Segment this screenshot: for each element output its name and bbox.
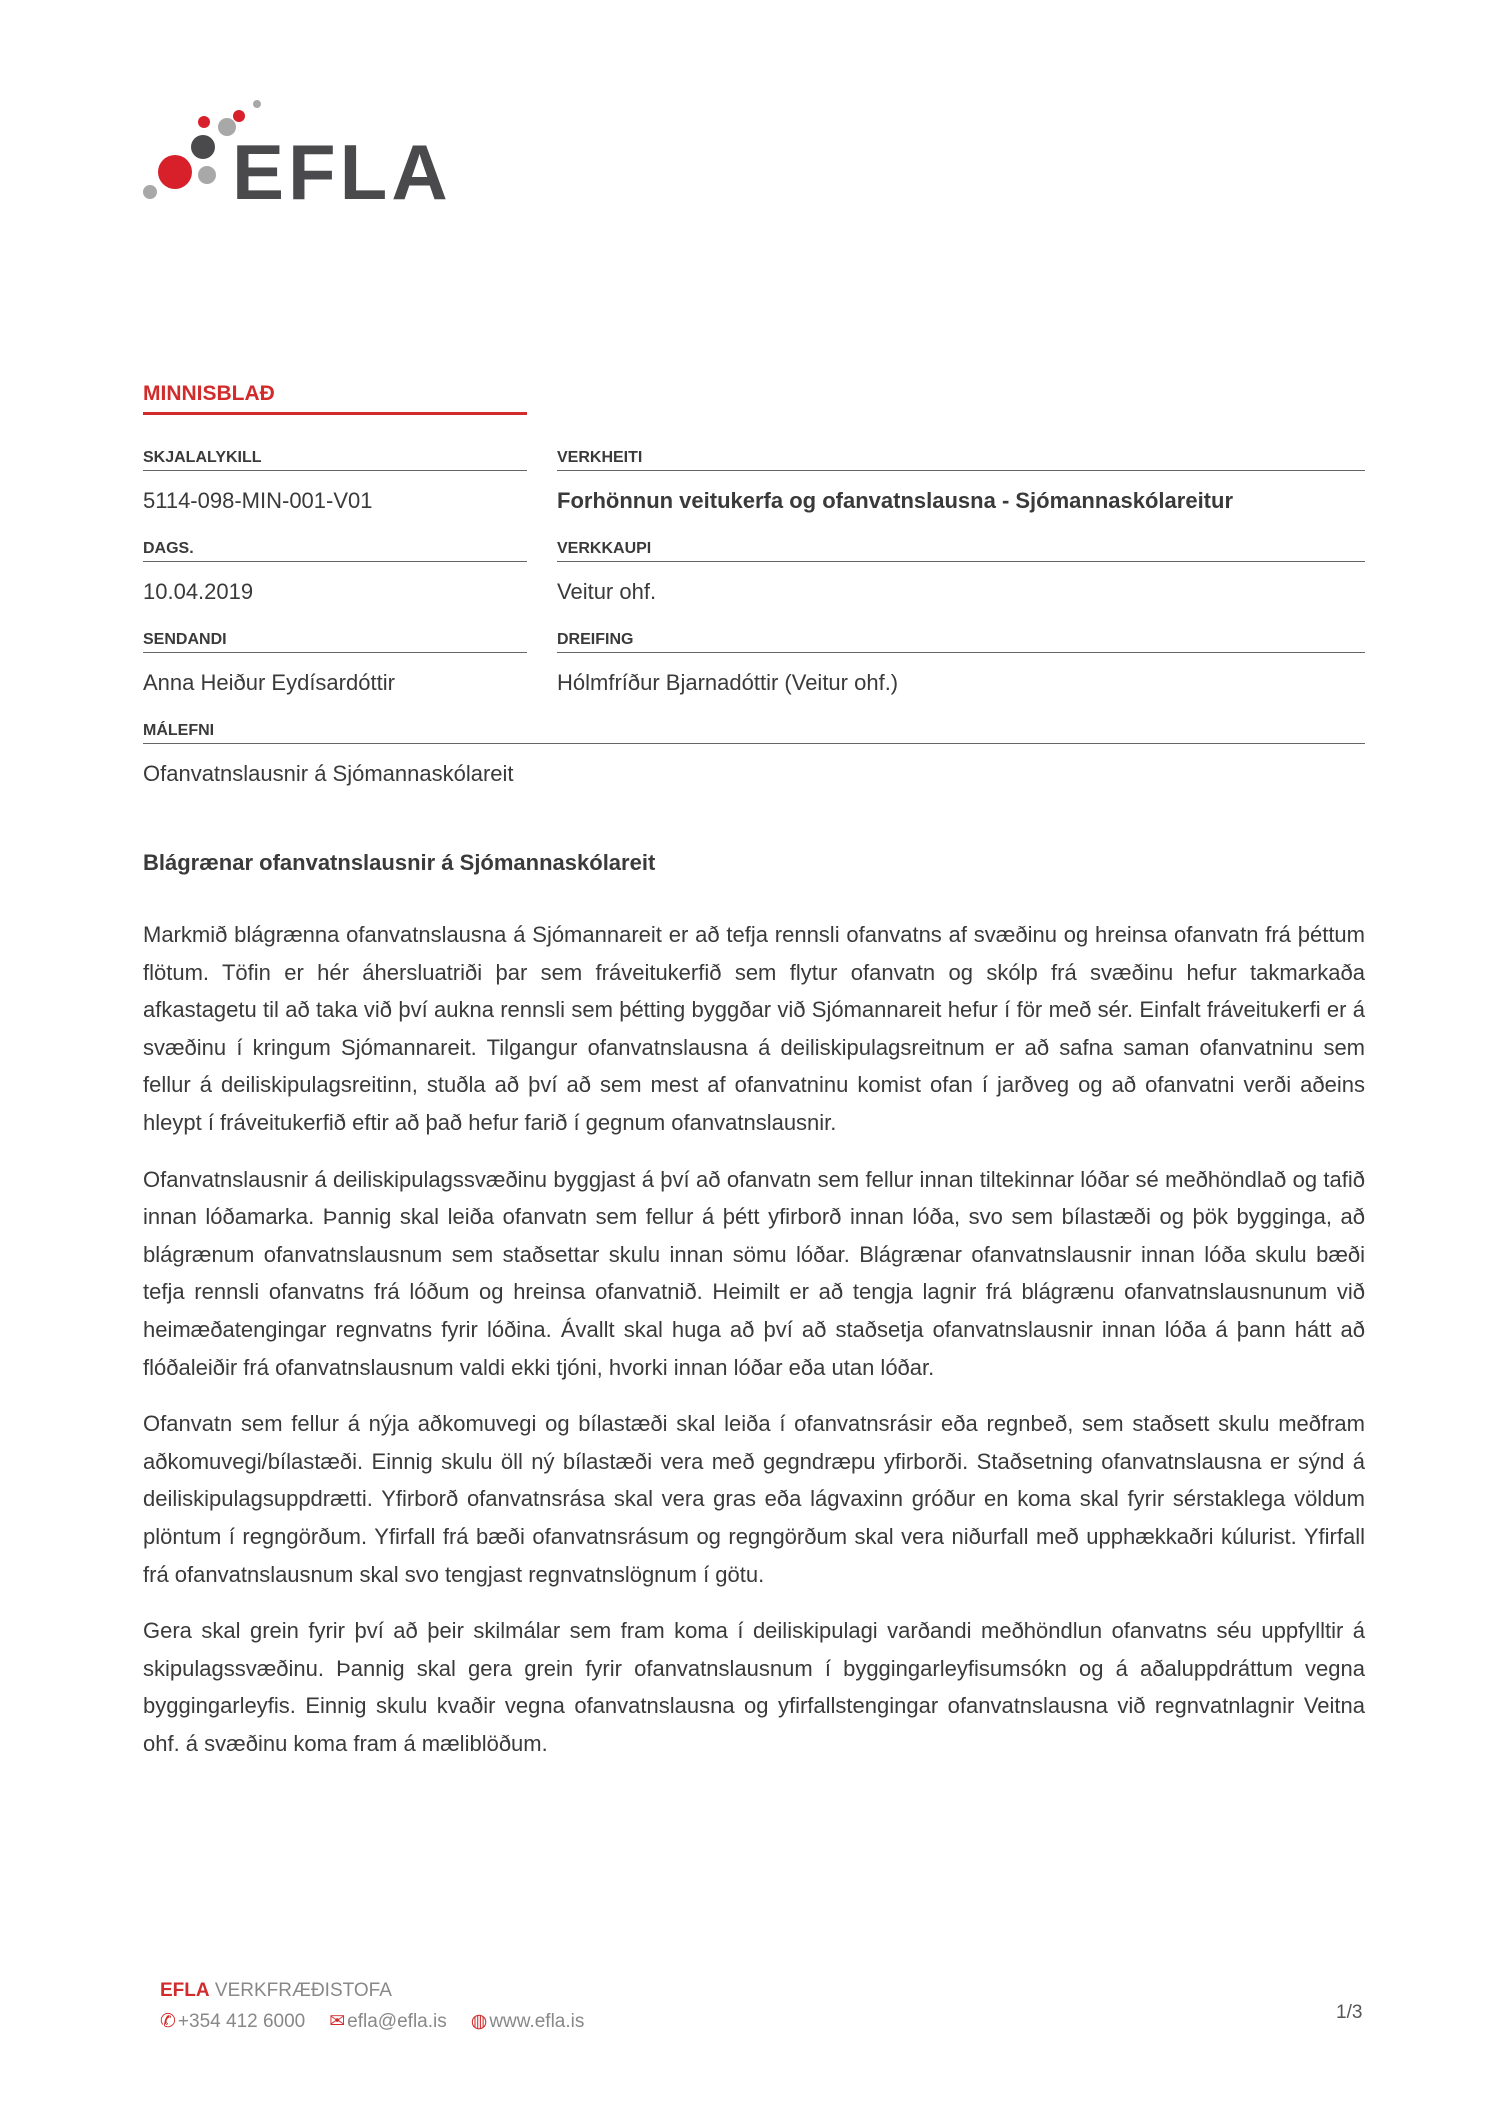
paragraph: Ofanvatn sem fellur á nýja aðkomuvegi og bílastæði skal leiða í ofanvatnsrásir eða regnbeð, sem staðsett skulu meðfram aðkomuvegi/bílastæði. Einnig skulu öll ný bílastæði vera með gegndræpu yfirborði. Staðsetning ofanvatnslausna er sýnd á deiliskipulagsuppdrætti. Yfirborð ofanvatnsrása skal vera gras eða lágvaxinn gróður en koma skal fyrir sérstaklega völdum plöntum í regngörðum. Yfirfall frá bæði ofanvatnsrásum og regngörðum skal vera niðurfall með upphækkaðri kúlurist. Yfirfall frá ofanvatnslausnum skal svo tengjast regnvatnslögnum í götu.: [143, 1411, 1365, 1587]
verkkaupi-label: VERKKAUPI: [557, 540, 1365, 562]
body-text: [143, 916, 1365, 1781]
svg-text:EFLA: EFLA: [232, 128, 452, 205]
efla-logo: [140, 95, 480, 205]
skjalalykill-value: 5114-098-MIN-001-V01: [143, 488, 373, 513]
sendandi-value: Anna Heiður Eydísardóttir: [143, 670, 395, 695]
mail-icon: ✉: [329, 2011, 346, 2032]
malefni-label: MÁLEFNI: [143, 722, 1365, 744]
malefni-value: Ofanvatnslausnir á Sjómannaskólareit: [143, 761, 514, 786]
footer-email[interactable]: [329, 2010, 446, 2033]
footer-contact: [160, 2010, 584, 2033]
paragraph: Markmið blágrænna ofanvatnslausna á Sjómannareit er að tefja rennsli ofanvatns af svæðinu og hreinsa ofanvatn frá þéttum flötum. Töfin er hér áhersluatriði þar sem fráveitukerfið sem flytur ofanvatn og skólp frá svæðinu hefur takmarkaða afkastagetu til að taka við því aukna rennsli sem þétting byggðar við Sjómannareit hefur í för með sér. Einfalt fráveitukerfi er á svæðinu í kringum Sjómannareit. Tilgangur ofanvatnslausna á deiliskipulagsreitnum er að safna saman ofanvatninu sem fellur á deiliskipulagsreitinn, stuðla að því að sem mest af ofanvatninu komist ofan í jarðveg og að ofanvatni verði aðeins hleypt í fráveitukerfið eftir að það hefur farið í gegnum ofanvatnslausnir.: [143, 922, 1365, 1135]
footer-phone: [160, 2010, 305, 2033]
phone-icon: ✆: [160, 2011, 176, 2032]
page-number: 1/3: [1336, 2002, 1363, 2023]
sendandi-label: SENDANDI: [143, 631, 527, 653]
footer-brand: EFLA: [160, 1980, 210, 2001]
verkkaupi-value: Veitur ohf.: [557, 579, 657, 604]
dreifing-value: Hólmfríður Bjarnadóttir (Veitur ohf.): [557, 670, 899, 695]
footer-company: [160, 1980, 392, 2002]
globe-icon: ◍: [470, 2011, 488, 2032]
dags-label: DAGS.: [143, 540, 527, 562]
paragraph: Ofanvatnslausnir á deiliskipulagssvæðinu byggjast á því að ofanvatn sem fellur innan tiltekinnar lóðar sé meðhöndlað og tafið innan lóðamarka. Þannig skal leiða ofanvatn sem fellur á þétt yfirborð innan lóða, svo sem bílastæði og þök bygginga, að blágrænum ofanvatnslausnum sem staðsettar skulu innan sömu lóðar. Blágrænar ofanvatnslausnir innan lóða skulu bæði tefja rennsli ofanvatns frá lóðum og hreinsa ofanvatnið. Heimilt er að tengja lagnir frá blágrænu ofanvatnslausnunum við heimæðatengingar regnvatns fyrir lóðina. Ávallt skal huga að því að staðsetja ofanvatnslausnir innan lóða á þann hátt að flóðaleiðir frá ofanvatnslausnum valdi ekki tjóni, hvorki innan lóðar eða utan lóðar.: [143, 1166, 1365, 1380]
email-text[interactable]: efla@efla.is: [347, 2011, 447, 2032]
verkheiti-label: VERKHEITI: [557, 449, 1365, 471]
phone-text: +354 412 6000: [177, 2011, 306, 2032]
dreifing-label: DREIFING: [557, 631, 1365, 653]
paragraph: Gera skal grein fyrir því að þeir skilmálar sem fram koma í deiliskipulagi varðandi meðhöndlun ofanvatns séu uppfylltir á skipulagssvæðinu. Þannig skal gera grein fyrir ofanvatnslausnum í byggingarleyfisumsókn og á aðaluppdráttum vegna byggingarleyfis. Einnig skulu kvaðir vegna ofanvatnslausna og yfirfallstengingar ofanvatnslausna við regnvatnlagnir Veitna ohf. á svæðinu koma fram á mæliblöðum.: [143, 1618, 1365, 1756]
web-text[interactable]: www.efla.is: [489, 2011, 585, 2032]
dags-value: 10.04.2019: [143, 579, 254, 604]
footer-web[interactable]: [471, 2010, 585, 2033]
footer-company-name: VERKFRÆÐISTOFA: [214, 1980, 392, 2001]
document-type-title: MINNISBLAÐ: [143, 382, 527, 415]
section-heading: Blágrænar ofanvatnslausnir á Sjómannaskólareit: [143, 850, 656, 875]
verkheiti-value: Forhönnun veitukerfa og ofanvatnslausna - Sjómannaskólareitur: [557, 488, 1234, 513]
skjalalykill-label: SKJALALYKILL: [143, 449, 527, 471]
